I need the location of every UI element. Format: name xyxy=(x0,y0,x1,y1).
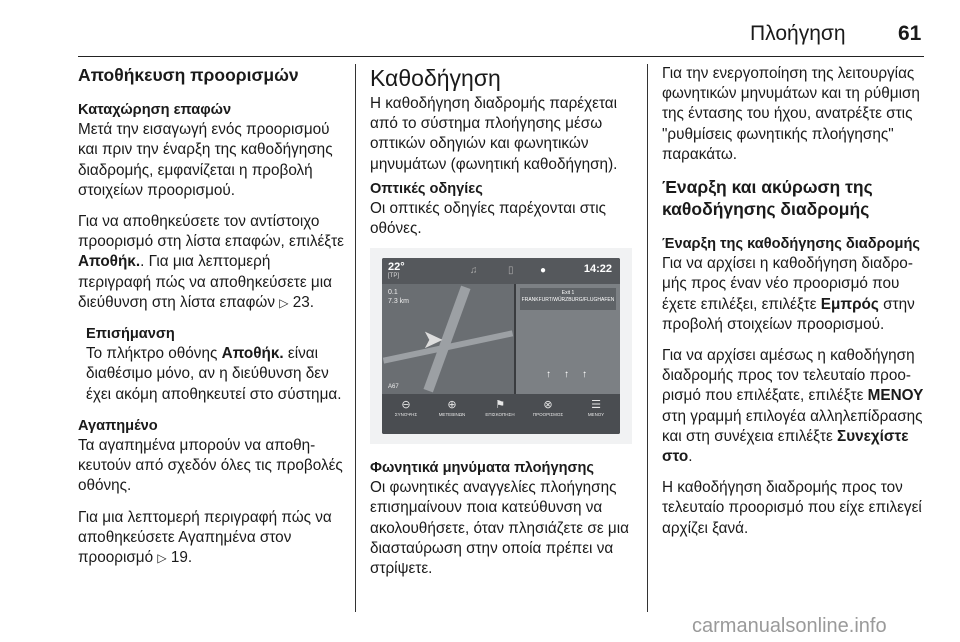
screen-button-label: ΜΕΤΕΒΙΝΩΝ xyxy=(438,412,466,417)
flag-icon: ⚑ xyxy=(495,399,505,411)
screen-button[interactable] xyxy=(526,398,570,417)
screen-button-label: ΜΕΝΟΥ xyxy=(587,412,605,417)
text-run: Για να αρχίσει αμέσως η καθοδήγηση διαδρομής προς τον τελευταίο προορισμό που επιλέξατε, επιλέξτε xyxy=(662,347,915,405)
page-reference[interactable]: 23. xyxy=(292,293,314,311)
paragraph: Για την ενεργοποίηση της λειτουργίας φωνητικών μηνυμάτων και τη ρύθμιση της έντασης του ήχου, ανατρέξτε στις "ρυθμίσεις φωνητικής πλοήγησης" παρακάτω. xyxy=(662,65,920,163)
paragraph: Οι φωνητικές αναγγελίες πλοήγησης επισημαίνουν ποια κατεύθυνση να ακολουθήσετε, όταν πλησιάζετε σε μια διασταύρωση στην οποία πρέπει να στρίψετε. xyxy=(370,479,629,578)
text-run: Για να αρχίσει η καθοδήγηση διαδρομής προς έναν νέο προορισμό που έχετε επιλέξει, επιλέξτε xyxy=(662,255,913,313)
highway-sign xyxy=(520,288,616,310)
screen-button[interactable] xyxy=(574,398,618,417)
turn-arrow-icon: ➤ xyxy=(422,324,444,354)
phone-icon: ▯ xyxy=(508,265,514,276)
screen-button-label: ΠΡΟΟΡΙΣΜΟΣ xyxy=(532,412,564,417)
display-screenshot xyxy=(382,258,620,434)
text-run: . xyxy=(688,448,693,466)
paragraph: Η καθοδήγηση διαδρομής προς τον τελευταίο προορισμό που είχε επιλεγεί αρχίζει ξανά. xyxy=(662,479,922,537)
header-divider xyxy=(78,56,924,57)
text-run: Το πλήκτρο οθόνης xyxy=(86,345,222,363)
music-icon: ♫ xyxy=(470,265,478,276)
ui-term-continue: Συνεχίστε στο xyxy=(662,427,909,466)
ui-term-forward: Εμπρός xyxy=(820,295,879,313)
section-heading-start-stop: Έναρξη και ακύρωση της καθοδήγησης διαδρομής xyxy=(662,177,873,220)
junction-view xyxy=(516,284,620,394)
section-heading-guidance: Καθοδήγηση xyxy=(370,65,501,91)
screen-button-label: ΣΥΝΟΨΗΣ xyxy=(394,412,418,417)
lane-arrow-icon: ↑ xyxy=(564,369,569,380)
destination-icon: ⊗ xyxy=(543,399,553,411)
page-reference-icon: ▷ xyxy=(279,295,289,310)
ui-term-save: Αποθήκ. xyxy=(221,345,284,363)
screen-button-label: ΕΠΙΣΚΟΠΗΣΗ xyxy=(485,412,515,417)
road-name: A67 xyxy=(388,384,399,390)
subheading-favourites: Αγαπημένο xyxy=(78,417,158,434)
watermark: carmanualsonline.info xyxy=(692,615,887,637)
subheading-visual: Οπτικές οδηγίες xyxy=(370,180,483,197)
column-2-lower xyxy=(370,458,632,590)
page-header xyxy=(0,0,960,52)
map-view xyxy=(382,284,514,394)
exit-label: Exit 1 xyxy=(561,290,575,296)
distance-readout xyxy=(388,288,409,306)
temperature: 22° xyxy=(388,261,405,273)
note-block xyxy=(78,324,346,405)
navigation-screen-figure xyxy=(370,248,632,444)
subheading-voice: Φωνητικά μηνύματα πλοήγησης xyxy=(370,460,594,476)
text-run: είναι διαθέσιμο μόνο, αν η διεύθυνση δεν έχει ακόμη αποθηκευτεί στο σύστημα. xyxy=(86,345,342,403)
text-run: στην προβολή στοιχείων προορισμού. xyxy=(662,295,915,333)
screen-button[interactable] xyxy=(478,398,522,417)
paragraph: Τα αγαπημένα μπορούν να αποθηκευτούν από σχεδόν όλες τις προβολές οθόνης. xyxy=(78,437,343,495)
screen-button[interactable] xyxy=(430,398,474,417)
paragraph xyxy=(78,508,346,569)
subheading-start: Έναρξη της καθοδήγησης διαδρομής xyxy=(662,236,920,253)
menu-icon: ☰ xyxy=(591,399,601,411)
paragraph xyxy=(78,212,346,313)
subheading-contacts: Καταχώρηση επαφών xyxy=(78,102,232,118)
status-bar xyxy=(382,258,620,284)
page-reference-icon: ▷ xyxy=(157,551,167,566)
ui-term-save: Αποθήκ. xyxy=(78,253,141,271)
text-run: Για να αποθηκεύσετε τον αντίστοιχο προορισμό στη λίστα επαφών, επιλέξτε xyxy=(78,213,344,251)
column-divider-1 xyxy=(355,64,356,612)
paragraph: Οι οπτικές οδηγίες παρέχονται στις οθόνες. xyxy=(370,200,606,238)
paragraph xyxy=(662,254,926,335)
paragraph: Μετά την εισαγωγή ενός προορισμού και πριν την έναρξη της καθοδήγησης διαδρομής, εμφανίζεται η προβολή στοιχείων προορισμού. xyxy=(78,121,333,199)
lane-arrow-icon: ↑ xyxy=(582,369,587,380)
distance-value: 0.1 xyxy=(388,289,398,296)
nav-icon: ● xyxy=(540,265,547,276)
lane-arrow-icon: ↑ xyxy=(546,369,551,380)
page-reference[interactable]: 19. xyxy=(170,549,193,567)
route-icon: ⊕ xyxy=(447,399,457,411)
text-run: . Για μια λεπτομερή περιγραφή πώς να αποθηκεύσετε μια διεύθυνση στη λίστα επαφών xyxy=(78,253,332,311)
sign-destinations: FRANKFURT/WÜRZBURG/FLUGHAFEN xyxy=(521,297,615,303)
paragraph xyxy=(662,346,926,467)
column-divider-2 xyxy=(647,64,648,612)
header-title: Πλοήγηση xyxy=(750,22,846,45)
text-run: στη γραμμή επιλογέα αλληλεπίδρασης και στη συνέχεια επιλέξτε xyxy=(662,407,923,445)
text-run: Για μια λεπτομερή περιγραφή πώς να αποθηκεύσετε Αγαπημένα στον προορισμό xyxy=(78,508,332,567)
note-title: Επισήμανση xyxy=(86,326,175,343)
column-3 xyxy=(662,64,926,550)
screen-button[interactable] xyxy=(384,398,428,417)
mute-icon: ⊖ xyxy=(401,399,411,411)
screen-button-bar xyxy=(382,394,620,434)
page-number: 61 xyxy=(898,22,922,45)
distance-total: 7.3 km xyxy=(388,298,410,305)
column-1 xyxy=(78,64,346,579)
clock: 14:22 xyxy=(583,263,612,275)
tp-indicator: [TP] xyxy=(388,273,400,279)
section-heading-save-destinations: Αποθήκευση προορισμών xyxy=(78,65,299,85)
paragraph: Η καθοδήγηση διαδρομής παρέχεται από το σύστημα πλοήγησης μέσω οπτικών οδηγιών και φωνητικών μηνυμάτων (φωνητική καθοδήγηση). xyxy=(370,95,618,173)
column-2 xyxy=(370,64,632,250)
ui-term-menu: ΜΕΝΟΥ xyxy=(867,387,924,405)
